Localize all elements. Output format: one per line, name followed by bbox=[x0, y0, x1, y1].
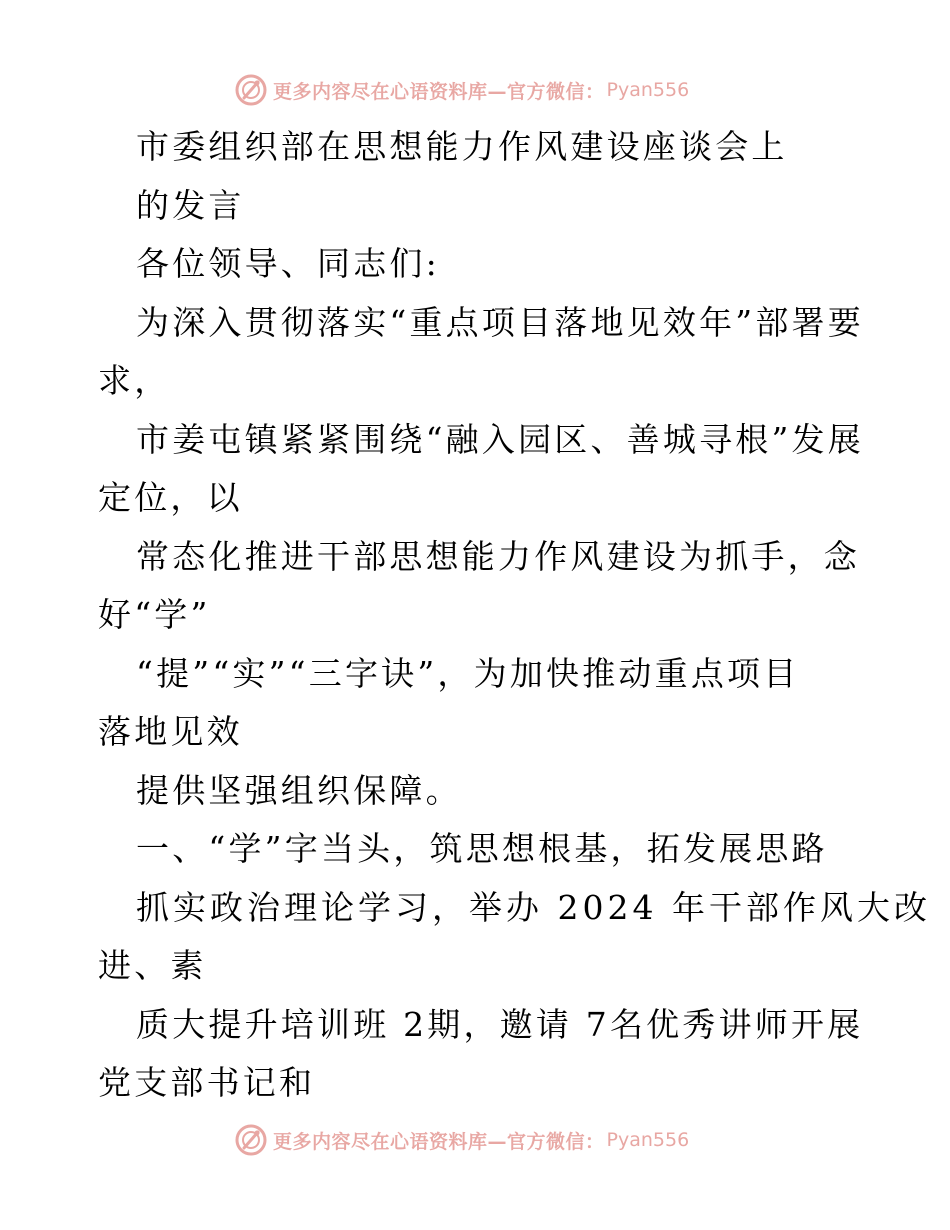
body-line: 质大提升培训班 2期，邀请 7名优秀讲师开展 bbox=[136, 1004, 864, 1044]
body-line: 求， bbox=[98, 361, 171, 400]
document-body bbox=[98, 118, 931, 1113]
document-title-line-2: 的发言 bbox=[136, 185, 245, 225]
body-line: 市姜屯镇紧紧围绕“融入园区、善城寻根”发展 bbox=[136, 419, 864, 459]
section-heading: 一、“学”字当头，筑思想根基，拓发展思路 bbox=[136, 829, 828, 868]
body-line: 抓实政治理论学习，举办 2024 年干部作风大改 bbox=[136, 887, 931, 927]
watermark-text: 更多内容尽在心语资料库—官方微信： bbox=[273, 80, 605, 103]
watermark-banner-top bbox=[235, 72, 689, 108]
body-line: 常态化推进干部思想能力作风建设为抓手，念 bbox=[136, 536, 860, 576]
watermark-contact: Pyan556 bbox=[606, 1129, 690, 1151]
body-line: 进、素 bbox=[98, 946, 207, 985]
document-title-line-1: 市委组织部在思想能力作风建设座谈会上 bbox=[136, 127, 788, 166]
body-line: 好“学” bbox=[98, 595, 211, 634]
seal-logo-icon bbox=[235, 74, 267, 106]
body-line: 落地见效 bbox=[98, 712, 243, 751]
body-line: 为深入贯彻落实“重点项目落地见效年”部署要 bbox=[136, 302, 864, 342]
seal-logo-icon bbox=[235, 1124, 267, 1156]
body-line: 定位，以 bbox=[98, 478, 243, 517]
body-line: 提供坚强组织保障。 bbox=[136, 770, 462, 810]
watermark-contact: Pyan556 bbox=[606, 79, 690, 101]
body-line: “提”“实”“三字诀”，为加快推动重点项目 bbox=[136, 653, 800, 693]
body-line: 党支部书记和 bbox=[98, 1063, 316, 1102]
watermark-banner-bottom bbox=[235, 1122, 689, 1158]
salutation: 各位领导、同志们: bbox=[136, 244, 440, 283]
watermark-text: 更多内容尽在心语资料库—官方微信： bbox=[273, 1130, 605, 1153]
